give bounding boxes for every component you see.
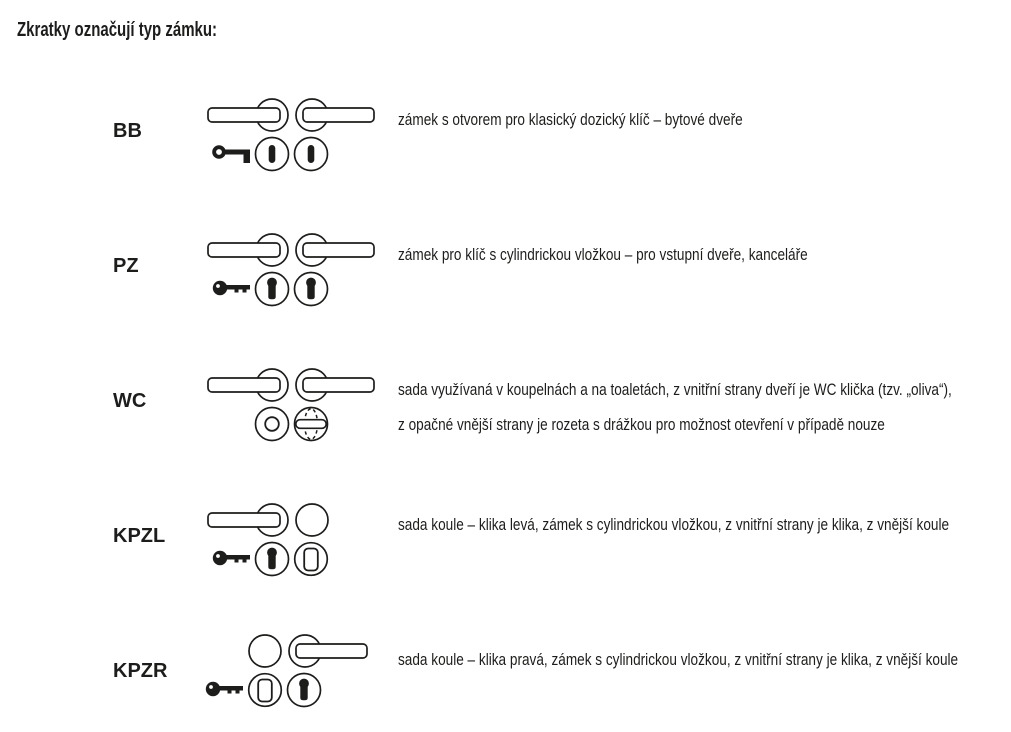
cylinder-key-icon: [213, 281, 250, 295]
kpzr-lockset-icon: [199, 632, 374, 712]
cylinder-key-icon: [213, 551, 250, 565]
lever-handle-left-icon: [208, 504, 288, 536]
description-line: zámek s otvorem pro klasický dozický klíč – bytové dveře: [398, 110, 743, 129]
description-line: z opačné vnější strany je rozeta s drážkou pro možnost otevření v případě nouze: [398, 415, 885, 434]
lever-handle-left-icon: [208, 369, 288, 401]
bb-keyhole-rosette-icon: [295, 138, 328, 171]
wc-lockset-icon: [206, 366, 381, 446]
lock-code-kpzl: KPZL: [113, 525, 166, 547]
kpzl-lockset-icon: [206, 501, 381, 581]
groove-rosette-icon: [256, 408, 289, 441]
lever-handle-left-icon: [208, 234, 288, 266]
pz-lockset-icon: [206, 231, 381, 311]
lever-handle-right-icon: [289, 635, 367, 667]
description-line: sada koule – klika levá, zámek s cylindrickou vložkou, z vnitřní strany je klika, z vnější koule: [398, 515, 950, 534]
bb-lockset-icon: [206, 96, 381, 176]
lever-handle-right-icon: [296, 369, 374, 401]
lock-description-wc: [398, 372, 952, 442]
lever-handle-left-icon: [208, 99, 288, 131]
lock-code-wc: WC: [113, 390, 147, 412]
lock-description-kpzr: [398, 642, 958, 677]
cylinder-key-icon: [206, 682, 243, 696]
blank-plate-rosette-icon: [295, 543, 328, 576]
pz-cylinder-keyhole-rosette-icon: [288, 674, 321, 707]
knob-koule-icon: [296, 504, 328, 536]
lever-handle-right-icon: [296, 99, 374, 131]
description-line: sada využívaná v koupelnách a na toaletách, z vnitřní strany dveří je WC klička (tzv. „oliva“),: [398, 380, 952, 399]
blank-plate-rosette-icon: [249, 674, 282, 707]
pz-cylinder-keyhole-rosette-icon: [295, 273, 328, 306]
lever-handle-right-icon: [296, 234, 374, 266]
description-line: sada koule – klika pravá, zámek s cylindrickou vložkou, z vnitřní strany je klika, z vnější koule: [398, 650, 959, 669]
knob-koule-icon: [249, 635, 281, 667]
bb-keyhole-rosette-icon: [256, 138, 289, 171]
lock-code-pz: PZ: [113, 255, 139, 277]
lock-description-bb: [398, 102, 743, 137]
description-line: zámek pro klíč s cylindrickou vložkou – pro vstupní dveře, kanceláře: [398, 245, 808, 264]
wc-oliva-turn-rosette-icon: [295, 408, 328, 441]
page-title: Zkratky označují typ zámku:: [17, 19, 218, 41]
lock-description-pz: [398, 237, 808, 272]
pz-cylinder-keyhole-rosette-icon: [256, 543, 289, 576]
pz-cylinder-keyhole-rosette-icon: [256, 273, 289, 306]
lock-code-bb: BB: [113, 120, 142, 142]
lock-description-kpzl: [398, 507, 949, 542]
classic-bit-key-icon: [212, 145, 250, 163]
lock-code-kpzr: KPZR: [113, 660, 168, 682]
